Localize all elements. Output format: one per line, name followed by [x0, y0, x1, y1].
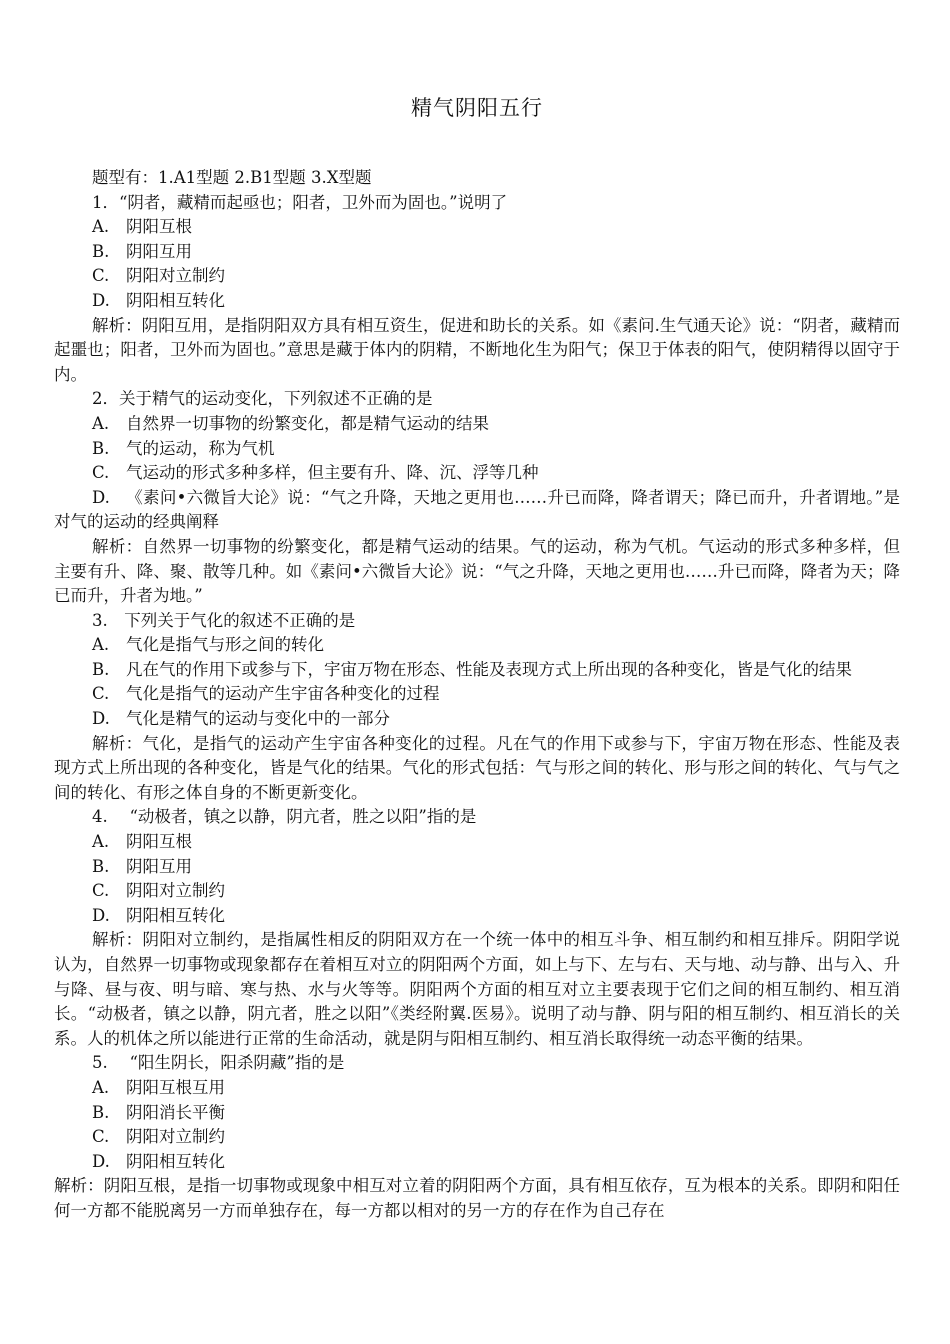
question-4-option-d: [54, 904, 900, 929]
option-text: 阴阳互根: [126, 832, 192, 852]
option-key: D.: [92, 1151, 110, 1171]
question-2-stem: 2．关于精气的运动变化，下列叙述不正确的是: [92, 389, 433, 409]
question-1-stem: 1．“阴者，藏精而起亟也；阳者，卫外而为固也。”说明了: [92, 192, 508, 212]
question-3-option-a: [54, 633, 900, 658]
option-text: 阴阳互用: [126, 241, 192, 261]
option-text: 阴阳相互转化: [126, 1151, 225, 1171]
question-4-analysis: 解析：阴阳对立制约，是指属性相反的阴阳双方在一个统一体中的相互斗争、相互制约和相互排斥。阴阳学说认为，自然界一切事物或现象都存在着相互对立的阴阳两个方面，如上与下、左与右、天与地、动与静、出与入、升与降、昼与夜、明与暗、寒与热、水与火等等。阴阳两个方面的相互对立主要表现于它们之间的相互制约、相互消长。“动极者，镇之以静，阴亢者，胜之以阳”《类经附翼.医易》。说明了动与静、阴与阳的相互制约、相互消长的关系。人的机体之所以能进行正常的生命活动，就是阴与阳相互制约、相互消长取得统一动态平衡的结果。: [54, 930, 900, 1048]
question-3-analysis: 解析：气化，是指气的运动产生宇宙各种变化的过程。凡在气的作用下或参与下，宇宙万物在形态、性能及表现方式上所出现的各种变化，皆是气化的结果。气化的形式包括：气与形之间的转化、形与形之间的转化、气与气之间的转化、有形之体自身的不断更新变化。: [54, 733, 900, 802]
question-1-option-a: [54, 215, 900, 240]
option-key: D.: [92, 709, 110, 729]
option-key: B.: [92, 856, 110, 876]
option-key: B.: [92, 241, 110, 261]
question-4-option-b: [54, 855, 900, 880]
option-key: C.: [92, 463, 110, 483]
option-key: B.: [92, 1102, 110, 1122]
option-text: 自然界一切事物的纷繁变化，都是精气运动的结果: [126, 413, 489, 433]
question-3-option-d: [54, 707, 900, 732]
question-5-stem: 5. “阳生阴长，阳杀阴藏”指的是: [92, 1053, 345, 1073]
question-1-analysis: 解析：阴阳互用，是指阴阳双方具有相互资生，促进和助长的关系。如《素问.生气通天论》说：“阴者，藏精而起噩也；阳者，卫外而为固也。”意思是藏于体内的阴精，不断地化生为阳气；保卫于体表的阳气，使阴精得以固守于内。: [54, 315, 900, 384]
question-2-option-d: [54, 486, 900, 535]
option-text: 阴阳互用: [126, 856, 192, 876]
question-3-option-c: [54, 682, 900, 707]
question-1-option-c: [54, 264, 900, 289]
question-5-analysis: 解析：阴阳互根，是指一切事物或现象中相互对立着的阴阳两个方面，具有相互依存，互为根本的关系。即阴和阳任何一方都不能脱离另一方而单独存在，每一方都以相对的另一方的存在作为自己存在: [54, 1176, 900, 1220]
question-5-option-d: [54, 1150, 900, 1175]
question-2-option-a: [54, 412, 900, 437]
question-4-option-c: [54, 879, 900, 904]
option-text: 气化是精气的运动与变化中的一部分: [126, 709, 390, 729]
question-4-stem: 4. “动极者，镇之以静，阴亢者，胜之以阳”指的是: [92, 807, 477, 827]
option-key: C.: [92, 684, 110, 704]
option-key: D.: [92, 487, 110, 507]
option-text: 阴阳消长平衡: [126, 1102, 225, 1122]
option-key: D.: [92, 905, 110, 925]
question-5-option-b: [54, 1101, 900, 1126]
option-text: 阴阳对立制约: [126, 266, 225, 286]
option-text: 阴阳互根互用: [126, 1077, 225, 1097]
option-key: C.: [92, 266, 110, 286]
option-text: 气化是指气与形之间的转化: [126, 635, 324, 655]
option-key: B.: [92, 659, 110, 679]
option-key: C.: [92, 881, 110, 901]
option-text: 阴阳相互转化: [126, 290, 225, 310]
question-3-option-b: [54, 658, 900, 683]
question-1-option-b: [54, 240, 900, 265]
question-5-option-a: [54, 1076, 900, 1101]
doc-title: 精气阴阳五行: [411, 96, 543, 120]
option-key: C.: [92, 1127, 110, 1147]
option-key: D.: [92, 290, 110, 310]
option-text: 阴阳对立制约: [126, 1127, 225, 1147]
option-text: 凡在气的作用下或参与下，宇宙万物在形态、性能及表现方式上所出现的各种变化，皆是气化的结果: [126, 659, 852, 679]
option-text: 阴阳对立制约: [126, 881, 225, 901]
question-2-option-b: [54, 437, 900, 462]
option-key: A.: [92, 635, 110, 655]
question-5-option-c: [54, 1125, 900, 1150]
question-types-intro: 题型有：1.A1型题 2.B1型题 3.X型题: [92, 168, 372, 187]
option-text: 气化是指气的运动产生宇宙各种变化的过程: [126, 684, 440, 704]
question-1-option-d: [54, 289, 900, 314]
option-key: A.: [92, 832, 110, 852]
option-key: A.: [92, 217, 110, 237]
question-3-stem: 3. 下列关于气化的叙述不正确的是: [92, 610, 356, 630]
option-key: A.: [92, 1077, 110, 1097]
option-text: 阴阳互根: [126, 217, 192, 237]
document-page: [54, 92, 900, 1224]
option-text: 阴阳相互转化: [126, 905, 225, 925]
option-text: 《素问•六微旨大论》说：“气之升降，天地之更用也……升已而降，降者谓天；降已而升，升者谓地。”是对气的运动的经典阐释: [54, 487, 900, 532]
option-key: A.: [92, 413, 110, 433]
question-4-option-a: [54, 830, 900, 855]
option-text: 气的运动，称为气机: [126, 438, 275, 458]
question-2-option-c: [54, 461, 900, 486]
option-key: B.: [92, 438, 110, 458]
option-text: 气运动的形式多种多样，但主要有升、降、沉、浮等几种: [126, 463, 539, 483]
question-2-analysis: 解析：自然界一切事物的纷繁变化，都是精气运动的结果。气的运动，称为气机。气运动的形式多种多样，但主要有升、降、聚、散等几种。如《素问•六微旨大论》说：“气之升降，天地之更用也……升已而降，降者为天；降已而升，升者为地。”: [54, 536, 900, 606]
